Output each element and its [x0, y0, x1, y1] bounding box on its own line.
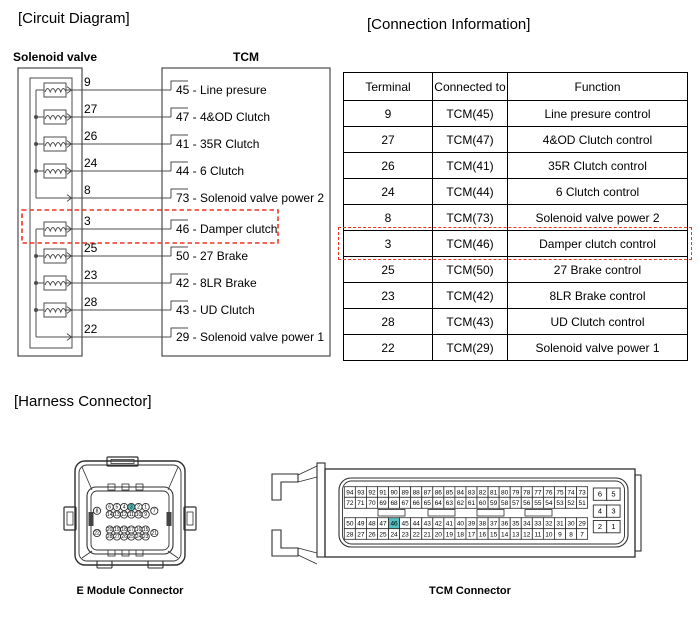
terminal-number: 89 — [401, 489, 409, 497]
coil-wave — [45, 255, 66, 259]
table-cell: 9 — [344, 101, 433, 127]
terminal-number: 27 — [357, 531, 365, 539]
pin-number: 10 — [135, 512, 142, 519]
terminal-number: 87 — [423, 489, 431, 497]
keying-notch — [136, 550, 143, 556]
terminal-number: 18 — [456, 531, 465, 539]
junction-dot — [34, 281, 38, 285]
terminal-number: 53 — [556, 500, 564, 508]
terminal-number: 69 — [379, 500, 387, 508]
terminal-number: 41 — [445, 520, 453, 528]
terminal-number: 88 — [412, 489, 420, 497]
table-cell: 25 — [344, 257, 433, 283]
terminal-number: 33 — [534, 520, 542, 528]
tcm-pin-label: 44 - 6 Clutch — [176, 164, 245, 178]
pin-number: 16 — [135, 527, 142, 534]
table-cell: TCM(50) — [433, 257, 508, 283]
tcm-pin-label: 45 - Line presure — [176, 83, 267, 97]
terminal-number: 49 — [357, 520, 365, 528]
junction-dot — [34, 115, 38, 119]
terminal-number: 64 — [434, 500, 442, 508]
keying-notch — [108, 550, 115, 556]
pin-number: 24 — [135, 534, 142, 541]
wire-number: 8 — [84, 183, 91, 197]
coil-wave — [45, 143, 66, 147]
table-cell: 27 Brake control — [508, 257, 688, 283]
table-cell: 8LR Brake control — [508, 283, 688, 309]
terminal-number: 19 — [445, 531, 453, 539]
table-cell: Line presure control — [508, 101, 688, 127]
table-cell: TCM(47) — [433, 127, 508, 153]
keying-notch — [122, 550, 129, 556]
tcm-pin-label: 42 - 8LR Brake — [176, 276, 257, 290]
terminal-number: 16 — [478, 531, 487, 539]
wire-number: 9 — [84, 75, 91, 89]
table-cell: Damper clutch control — [508, 231, 688, 257]
terminal-number: 94 — [346, 489, 354, 497]
wire-number: 26 — [84, 129, 98, 143]
table-cell: 4&OD Clutch control — [508, 127, 688, 153]
tcm-pin-label: 50 - 27 Brake — [176, 249, 249, 263]
table-cell: 8 — [344, 205, 433, 231]
right-side-tab-inner — [187, 512, 193, 525]
column-header-connected-to: Connected to — [433, 73, 508, 101]
detail-line — [298, 466, 317, 475]
terminal-number: 52 — [567, 500, 575, 508]
metal-clip — [167, 512, 172, 526]
terminal-number: 77 — [534, 489, 542, 497]
wire-number: 24 — [84, 156, 98, 170]
side-grid-number: 2 — [597, 522, 603, 532]
table-cell: 26 — [344, 153, 433, 179]
terminal-number: 28 — [346, 531, 354, 539]
pin-number: 12 — [121, 512, 127, 519]
detail-line — [82, 551, 92, 558]
terminal-number: 72 — [346, 500, 354, 508]
pin-number: 1 — [144, 504, 148, 511]
terminal-number: 15 — [489, 531, 498, 539]
side-grid-number: 5 — [611, 489, 616, 499]
terminal-number: 90 — [390, 489, 398, 497]
terminal-number: 39 — [467, 520, 476, 528]
terminal-number: 48 — [368, 520, 376, 528]
table-row — [344, 153, 688, 179]
pin-number: 2 — [137, 504, 140, 511]
detail-line — [298, 548, 317, 553]
terminal-number: 92 — [368, 489, 376, 497]
column-header-function: Function — [508, 73, 688, 101]
keying-tab — [378, 510, 405, 517]
detail-line — [168, 551, 178, 558]
coil-wave — [45, 116, 66, 120]
terminal-number: 81 — [489, 489, 498, 497]
terminal-number: 35 — [512, 520, 520, 528]
terminal-number: 91 — [379, 489, 387, 497]
terminal-number: 26 — [368, 531, 376, 539]
terminal-number: 43 — [423, 520, 431, 528]
mounting-flange — [317, 463, 325, 557]
terminal-number: 40 — [456, 520, 465, 528]
pin-number: 27 — [114, 534, 120, 541]
metal-clip — [89, 512, 94, 526]
table-cell: 24 — [344, 179, 433, 205]
terminal-number: 61 — [467, 500, 476, 508]
terminal-number: 31 — [556, 520, 564, 528]
pin-number: 11 — [128, 512, 134, 519]
tcm-pin-label: 46 - Damper clutch — [176, 222, 278, 236]
terminal-number: 75 — [556, 489, 564, 497]
table-cell: 23 — [344, 283, 433, 309]
terminal-number: 38 — [478, 520, 487, 528]
terminal-number: 17 — [467, 531, 476, 539]
table-cell: 27 — [344, 127, 433, 153]
terminal-number: 83 — [467, 489, 476, 497]
terminal-number: 74 — [567, 489, 575, 497]
terminal-number: 57 — [512, 500, 520, 508]
mating-face — [87, 487, 173, 554]
tcm-connector-caption: TCM Connector — [429, 585, 511, 597]
table-cell: Solenoid valve power 1 — [508, 335, 688, 361]
table-cell: 35R Clutch control — [508, 153, 688, 179]
terminal-number: 58 — [501, 500, 509, 508]
terminal-number: 67 — [401, 500, 409, 508]
terminal-number: 24 — [390, 531, 398, 539]
terminal-number: 79 — [512, 489, 520, 497]
pin-number: 14 — [106, 512, 113, 519]
terminal-number: 12 — [523, 531, 531, 539]
pin-number: 15 — [142, 527, 149, 534]
terminal-number: 73 — [578, 489, 586, 497]
terminal-number: 63 — [445, 500, 453, 508]
table-row — [344, 283, 688, 309]
junction-dot — [34, 169, 38, 173]
mounting-clip-bottom — [272, 530, 298, 556]
terminal-number: 70 — [368, 500, 376, 508]
terminal-number: 37 — [489, 520, 498, 528]
terminal-number: 21 — [423, 531, 431, 539]
terminal-number: 13 — [512, 531, 520, 539]
pin-number: 26 — [121, 534, 127, 541]
terminal-number: 62 — [456, 500, 465, 508]
terminal-number: 55 — [534, 500, 542, 508]
terminal-number: 30 — [567, 520, 575, 528]
table-row — [344, 231, 688, 257]
pin-number: 7 — [152, 508, 156, 515]
terminal-number: 66 — [412, 500, 420, 508]
pin-number: 17 — [128, 527, 135, 534]
tcm-pin-label: 41 - 35R Clutch — [176, 137, 260, 151]
table-cell: TCM(46) — [433, 231, 508, 257]
table-cell: TCM(41) — [433, 153, 508, 179]
pin-number: 20 — [106, 527, 113, 534]
table-cell: 3 — [344, 231, 433, 257]
tcm-pin-label: 43 - UD Clutch — [176, 303, 255, 317]
coil-wave — [45, 309, 66, 313]
terminal-number: 80 — [501, 489, 509, 497]
mounting-clip-top — [272, 474, 298, 500]
pin-number: 3 — [129, 504, 133, 511]
pin-number: 22 — [94, 530, 100, 537]
table-cell: 22 — [344, 335, 433, 361]
right-side-tab — [184, 507, 196, 530]
keying-tab — [428, 510, 455, 517]
table-cell: TCM(73) — [433, 205, 508, 231]
terminal-number: 23 — [401, 531, 409, 539]
table-cell: TCM(45) — [433, 101, 508, 127]
circuit-diagram-heading: [Circuit Diagram] — [18, 10, 130, 27]
terminal-number: 71 — [357, 500, 365, 508]
table-row — [344, 127, 688, 153]
terminal-number: 32 — [545, 520, 553, 528]
table-row — [344, 309, 688, 335]
wire-number: 25 — [84, 241, 98, 255]
e-module-connector-caption: E Module Connector — [76, 585, 184, 597]
table-row — [344, 335, 688, 361]
pin-number: 13 — [114, 512, 120, 519]
body-end-cap — [635, 475, 641, 551]
table-cell: TCM(42) — [433, 283, 508, 309]
side-grid-number: 1 — [611, 522, 616, 532]
pin-number: 5 — [115, 504, 119, 511]
wire-number: 27 — [84, 102, 98, 116]
terminal-number: 93 — [357, 489, 365, 497]
pin-number: 23 — [142, 534, 149, 541]
terminal-number: 10 — [545, 531, 553, 539]
table-cell: 28 — [344, 309, 433, 335]
pin-number: 28 — [106, 534, 113, 541]
detail-line — [168, 467, 178, 490]
terminal-number: 44 — [412, 520, 420, 528]
terminal-number: 78 — [523, 489, 531, 497]
tcm-pin-label: 47 - 4&OD Clutch — [176, 110, 271, 124]
terminal-number: 85 — [445, 489, 453, 497]
coil-wave — [45, 228, 66, 232]
terminal-number: 68 — [390, 500, 398, 508]
terminal-number: 20 — [434, 531, 442, 539]
table-cell: Solenoid valve power 2 — [508, 205, 688, 231]
terminal-number: 50 — [346, 520, 354, 528]
table-cell: TCM(43) — [433, 309, 508, 335]
table-header-row — [344, 73, 688, 101]
pin-number: 25 — [128, 534, 135, 541]
pin-number: 9 — [144, 512, 148, 519]
terminal-number: 14 — [501, 531, 509, 539]
coil-wave — [45, 89, 66, 93]
pin-number: 4 — [122, 504, 126, 511]
pin-number: 18 — [121, 527, 127, 534]
terminal-number: 45 — [401, 520, 409, 528]
terminal-number: 82 — [478, 489, 487, 497]
detail-line — [82, 467, 92, 490]
mating-face-inner-line — [91, 491, 169, 550]
table-row — [344, 257, 688, 283]
tcm-box-label: TCM — [233, 50, 259, 64]
terminal-number: 84 — [456, 489, 465, 497]
e-module-connector-drawing — [55, 450, 205, 580]
table-row — [344, 179, 688, 205]
terminal-number: 76 — [545, 489, 553, 497]
wire-number: 23 — [84, 268, 98, 282]
junction-dot — [34, 254, 38, 258]
connection-information-heading: [Connection Information] — [367, 16, 531, 33]
coil-wave — [45, 170, 66, 174]
pin-number: 19 — [114, 527, 120, 534]
terminal-number: 25 — [379, 531, 387, 539]
terminal-number: 7 — [580, 531, 584, 539]
terminal-number: 42 — [434, 520, 442, 528]
table-row — [344, 101, 688, 127]
terminal-number: 54 — [545, 500, 553, 508]
connection-information-table — [343, 72, 687, 361]
terminal-number: 36 — [501, 520, 509, 528]
terminal-number: 11 — [534, 531, 542, 539]
terminal-number: 47 — [379, 520, 387, 528]
terminal-number: 8 — [569, 531, 573, 539]
keying-tab — [477, 510, 504, 517]
keying-tab — [525, 510, 552, 517]
detail-line — [298, 477, 317, 482]
detail-line — [298, 555, 317, 564]
circuit-diagram — [0, 40, 340, 370]
terminal-number: 22 — [412, 531, 420, 539]
terminal-number: 51 — [578, 500, 586, 508]
terminal-number: 59 — [489, 500, 498, 508]
left-side-tab — [64, 507, 76, 530]
tcm-pin-label: 73 - Solenoid valve power 2 — [176, 191, 325, 205]
pin-number: 8 — [95, 508, 99, 515]
side-grid-number: 4 — [597, 506, 603, 516]
terminal-number: 46 — [390, 520, 398, 528]
table-row — [344, 205, 688, 231]
table-cell: TCM(29) — [433, 335, 508, 361]
wire-number: 3 — [84, 214, 91, 228]
wire-number: 28 — [84, 295, 98, 309]
tcm-connector-drawing — [265, 455, 650, 570]
terminal-number: 86 — [434, 489, 442, 497]
tcm-pin-label: 29 - Solenoid valve power 1 — [176, 330, 325, 344]
coil-wave — [45, 282, 66, 286]
harness-connector-heading: [Harness Connector] — [14, 393, 152, 410]
terminal-number: 34 — [523, 520, 531, 528]
solenoid-valve-label: Solenoid valve — [13, 50, 98, 64]
wire-number: 22 — [84, 322, 98, 336]
table-cell: 6 Clutch control — [508, 179, 688, 205]
terminal-number: 56 — [523, 500, 531, 508]
pin-number: 21 — [151, 530, 158, 537]
table-cell: UD Clutch control — [508, 309, 688, 335]
column-header-terminal: Terminal — [344, 73, 433, 101]
side-grid-number: 3 — [611, 506, 616, 516]
table-cell: TCM(44) — [433, 179, 508, 205]
pin-number: 6 — [108, 504, 112, 511]
terminal-number: 65 — [423, 500, 431, 508]
terminal-number: 29 — [578, 520, 586, 528]
left-side-tab-inner — [67, 512, 73, 525]
side-grid-number: 6 — [597, 489, 603, 499]
terminal-number: 9 — [558, 531, 562, 539]
terminal-number: 60 — [478, 500, 487, 508]
junction-dot — [34, 308, 38, 312]
junction-dot — [34, 142, 38, 146]
